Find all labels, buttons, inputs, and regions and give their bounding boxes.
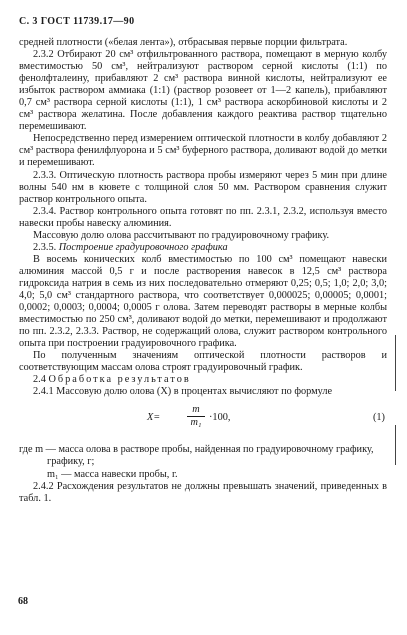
section-2-3-5-number: 2.3.5. xyxy=(33,241,57,253)
formula-denominator: m₁ xyxy=(190,417,202,429)
page-number: 68 xyxy=(18,596,28,607)
paragraph-filtrate: средней плотности («белая лента»), отбрасывая первые порции фильтрата. xyxy=(19,37,348,48)
formula-number: (1) xyxy=(372,412,385,424)
formula-rhs: ·100, xyxy=(209,412,231,424)
formula-numerator: m xyxy=(187,404,205,417)
page-header: С. 3 ГОСТ 11739.17—90 xyxy=(19,16,135,27)
revision-bar xyxy=(395,425,396,465)
revision-bar xyxy=(395,335,396,391)
formula-1 xyxy=(19,404,387,438)
section-2-3-5-heading xyxy=(19,242,387,254)
paragraph-optical-prep: Непосредственно перед измерением оптической плотности в колбу добавляют 2 см³ раствора фенилфлуорона и 5 см³ буферного раствора, доливают водой до метки и перемешивают. xyxy=(19,133,387,169)
paragraph-2-3-3: 2.3.3. Оптическую плотность раствора пробы измеряют через 5 мин при длине волны 540 нм в кювете с толщиной слоя 50 мм. Раствором сравнения служит раствор контрольного опыта. xyxy=(19,169,387,205)
paragraph-2-3-2: 2.3.2 Отбирают 20 см³ отфильтрованного раствора, помещают в мерную колбу вместимостью 50 см³, нейтрализуют раствором серной кислоты (1:1) по фенолфталеину, прибавляют 2 см³ раствора винной кислоты, нейтрализуют ее избыток раствором аммиака (1:1) (раствор розовеет от 1—2 капель), прибавляют 0,7 см³ раствора серной кислоты (1:1), 1 см³ раствора аскорбиновой кислоты и 2 см³ раствора желатина. После добавления каждого реактива раствор тщательно перемешивают. xyxy=(19,49,387,133)
document-body xyxy=(19,37,387,505)
section-2-4-number: 2.4 xyxy=(33,374,46,386)
section-2-4-heading xyxy=(19,374,387,386)
formula-fraction xyxy=(187,404,205,429)
paragraph-mass-fraction: Массовую долю олова рассчитывают по градуировочному графику. xyxy=(33,229,330,241)
paragraph-2-3-5: В восемь конических колб вместимостью по 100 см³ помещают навески алюминия массой 0,5 г и после растворения навесок в 12,5 см³ раствора гидроксида натрия в семь из них последовательно отмеряют 0,25; 0,5; 1,0; 2,0; 3,0; 4,0; 5,0 см³ стандартного раствора, что соответствует 0,000025; 0,00005; 0,0001; 0,0002; 0,0003; 0,0004; 0,0005 г олова. Затем переводят растворы в мерные колбы вместимостью по 250 см³, доливают водой до метки, перемешивают и продолжают по пп. 2.3.2, 2.3.3. Раствор, не содержащий олова, служит раствором контрольного опыта при построении градуировочного графика. xyxy=(19,253,387,350)
definition-m1: m₁ — масса навески пробы, г. xyxy=(47,468,178,480)
paragraph-2-3-4: 2.3.4. Раствор контрольного опыта готовят по пп. 2.3.1, 2.3.2, используя вместо навески пробы навеску алюминия. xyxy=(19,205,387,229)
definition-m: где m — масса олова в растворе пробы, найденная по градуировочному графику, xyxy=(19,444,374,456)
section-2-4-title: Обработка результатов xyxy=(48,374,191,386)
formula-lhs: X= xyxy=(147,412,161,424)
paragraph-calibration-graph: По полученным значениям оптической плотности растворов и соответствующим массам олова строят градуировочный график. xyxy=(19,350,387,374)
section-2-3-5-title: Построение градуировочного графика xyxy=(58,241,228,253)
definition-m-tail: графику, г; xyxy=(47,456,95,468)
paragraph-2-4-2: 2.4.2 Расхождения результатов не должны превышать значений, приведенных в табл. 1. xyxy=(19,480,387,504)
paragraph-2-4-1: 2.4.1 Массовую долю олова (X) в процентах вычисляют по формуле xyxy=(33,386,333,398)
